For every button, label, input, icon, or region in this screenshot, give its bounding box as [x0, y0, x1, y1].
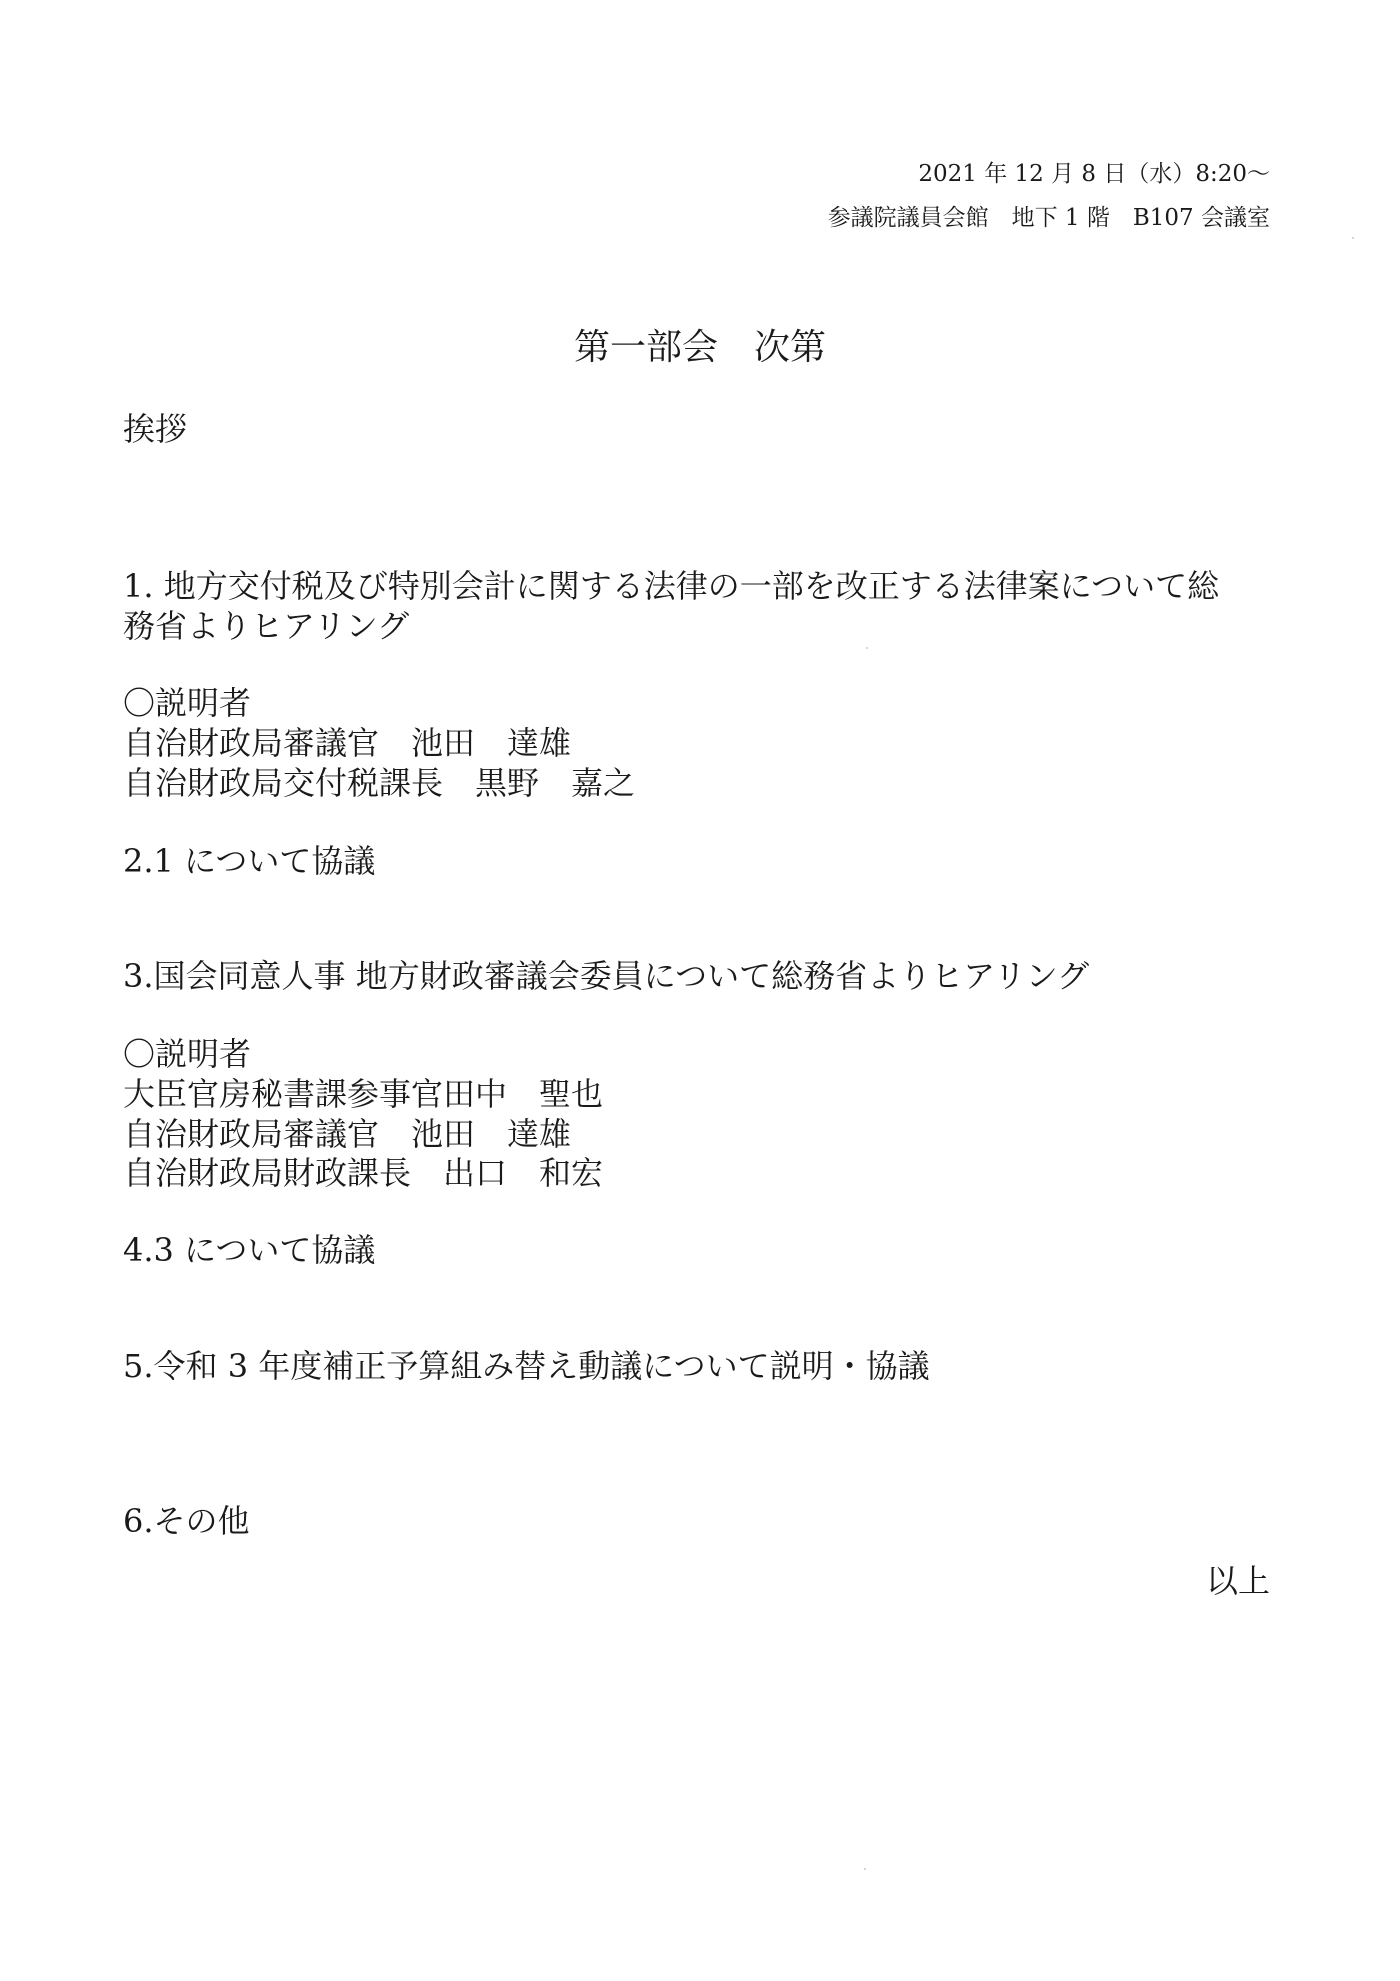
agenda-item-1-presenter: 自治財政局交付税課長 黒野 嘉之: [123, 764, 636, 802]
agenda-item-6: 6.その他: [123, 1502, 250, 1540]
agenda-item-4: 4.3 について協議: [123, 1231, 376, 1269]
agenda-item-3-presenter: 大臣官房秘書課参事官田中 聖也: [123, 1075, 604, 1113]
agenda-item-1-line-1: 1. 地方交付税及び特別会計に関する法律の一部を改正する法律案について総: [123, 567, 1220, 605]
agenda-item-5: 5.令和 3 年度補正予算組み替え動議について説明・協議: [123, 1347, 930, 1385]
agenda-item-1-line-2: 務省よりヒアリング: [123, 607, 410, 645]
agenda-item-3-presenters-heading: 〇説明者: [123, 1035, 252, 1073]
document-title: 第一部会 次第: [573, 327, 826, 368]
agenda-item-3-presenter: 自治財政局財政課長 出口 和宏: [123, 1154, 604, 1192]
agenda-item-1-presenter: 自治財政局審議官 池田 達雄: [123, 724, 572, 762]
agenda-item-1-presenters-heading: 〇説明者: [123, 684, 252, 722]
scan-speck: [864, 1868, 866, 1870]
scan-speck: [1352, 237, 1354, 239]
agenda-item-3-presenter: 自治財政局審議官 池田 達雄: [123, 1115, 572, 1153]
scan-speck: [866, 647, 868, 649]
greeting: 挨拶: [123, 410, 188, 448]
meeting-datetime: 2021 年 12 月 8 日（水）8:20～: [918, 161, 1270, 187]
closing-mark: 以上: [1205, 1562, 1270, 1600]
agenda-item-2: 2.1 について協議: [123, 842, 376, 880]
meeting-location: 参議院議員会館 地下 1 階 B107 会議室: [827, 205, 1270, 231]
agenda-item-3: 3.国会同意人事 地方財政審議会委員について総務省よりヒアリング: [123, 957, 1090, 995]
